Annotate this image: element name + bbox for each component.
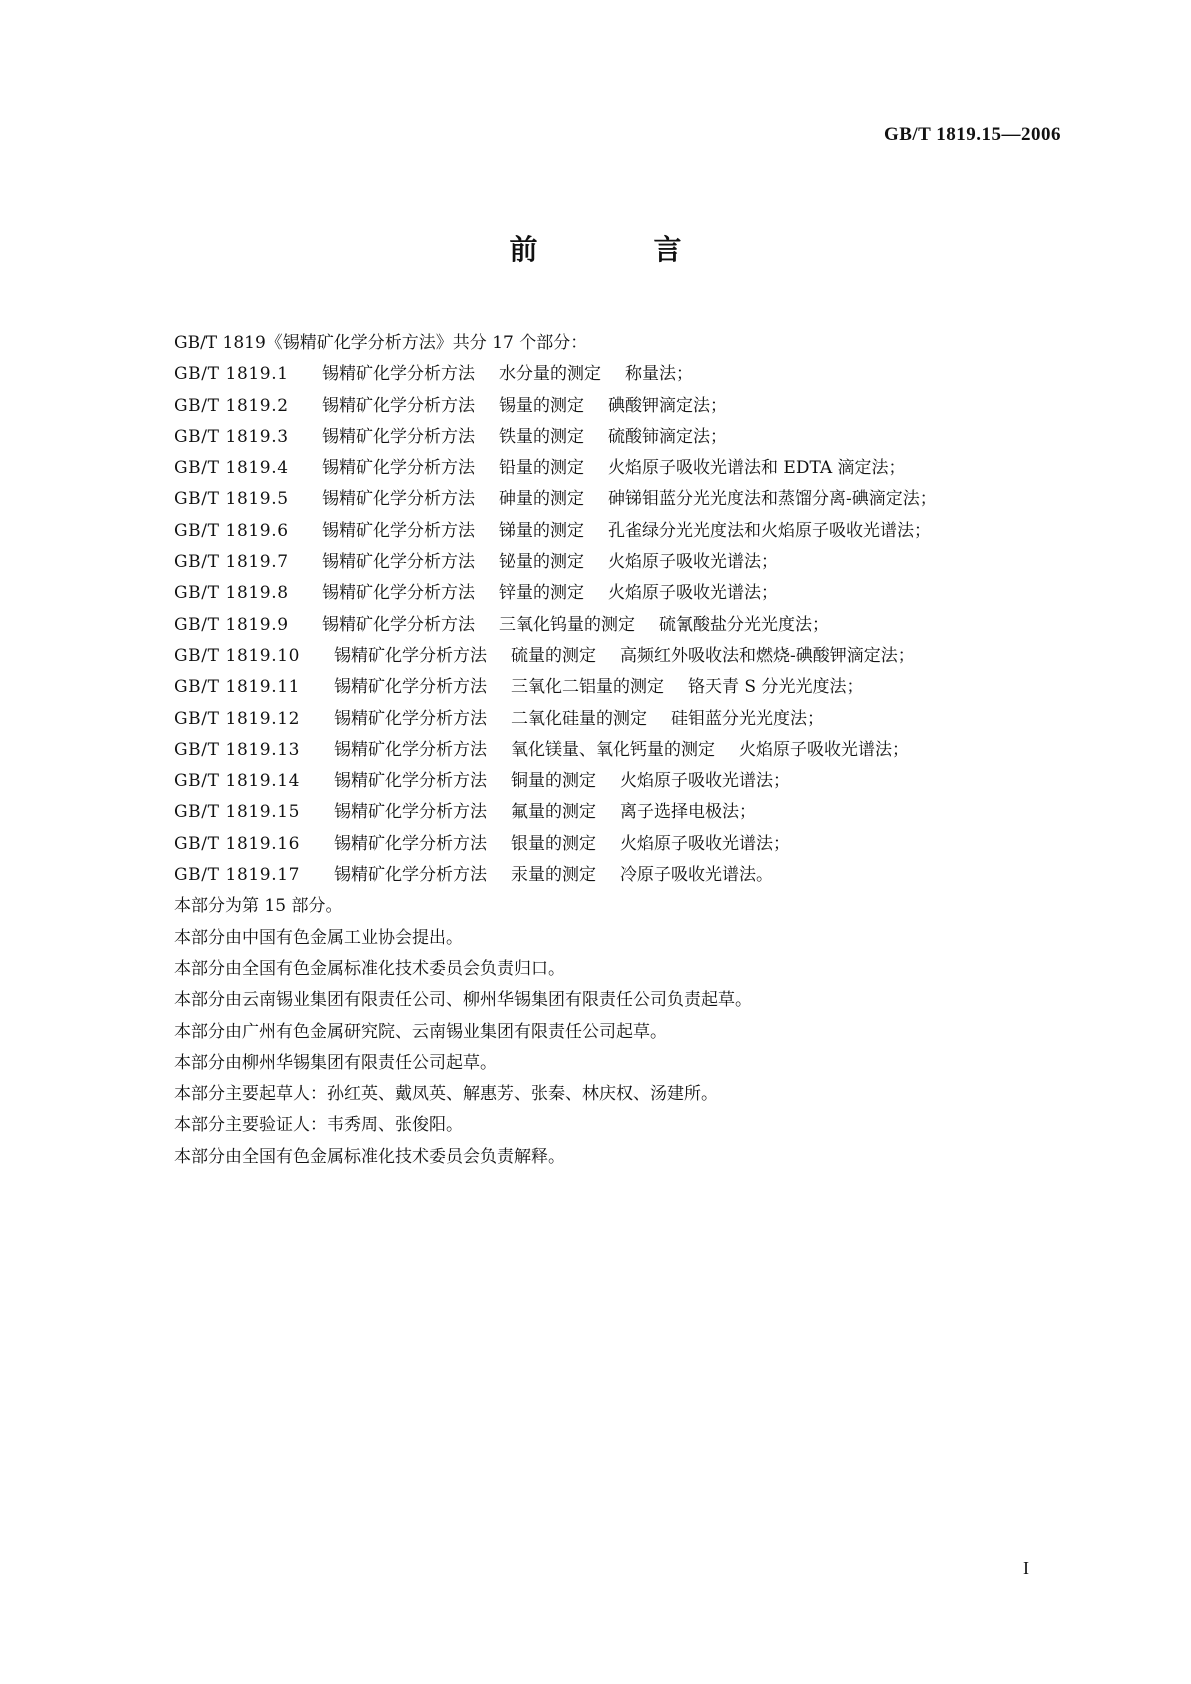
part-series: 锡精矿化学分析方法 [322,395,475,416]
foreword-body [174,328,1074,1173]
part-code: GB/T 1819.1 [174,364,289,385]
part-series: 锡精矿化学分析方法 [334,739,487,760]
part-method: 火焰原子吸收光谱法； [620,833,790,854]
part-code: GB/T 1819.12 [174,708,301,729]
part-title: 铜量的测定 [511,771,596,792]
part-title: 铅量的测定 [499,458,584,479]
part-code: GB/T 1819.17 [174,865,301,886]
part-code: GB/T 1819.3 [174,426,289,447]
part-method: 高频红外吸收法和燃烧-碘酸钾滴定法； [620,645,915,666]
part-item [174,484,1074,515]
part-title: 砷量的测定 [499,489,584,510]
part-code: GB/T 1819.14 [174,771,301,792]
part-method: 称量法； [625,364,693,385]
statement-line: 本部分由中国有色金属工业协会提出。 [174,927,463,948]
part-title: 铋量的测定 [499,552,584,573]
part-code: GB/T 1819.9 [174,614,289,635]
part-item [174,704,1074,735]
part-title: 三氧化钨量的测定 [499,614,635,635]
part-title: 三氧化二铝量的测定 [511,677,664,698]
part-series: 锡精矿化学分析方法 [322,364,475,385]
part-item [174,453,1074,484]
page-number: I [1023,1558,1029,1578]
part-item [174,422,1074,453]
part-item [174,391,1074,422]
part-title: 二氧化硅量的测定 [511,708,647,729]
part-series: 锡精矿化学分析方法 [334,833,487,854]
part-series: 锡精矿化学分析方法 [322,426,475,447]
part-method: 火焰原子吸收光谱法； [608,552,778,573]
part-series: 锡精矿化学分析方法 [334,802,487,823]
part-series: 锡精矿化学分析方法 [322,583,475,604]
part-method: 砷锑钼蓝分光光度法和蒸馏分离-碘滴定法； [608,489,937,510]
intro-line: GB/T 1819《锡精矿化学分析方法》共分 17 个部分： [174,333,588,353]
part-code: GB/T 1819.10 [174,645,301,666]
part-method: 离子选择电极法； [620,802,756,823]
statement-line: 本部分由云南锡业集团有限责任公司、柳州华锡集团有限责任公司负责起草。 [174,990,752,1011]
standard-code-header: GB/T 1819.15—2006 [883,124,1061,145]
part-title: 氧化镁量、氧化钙量的测定 [511,739,715,760]
part-method: 硫氰酸盐分光光度法； [659,614,829,635]
part-series: 锡精矿化学分析方法 [322,489,475,510]
statement-line: 本部分主要起草人：孙红英、戴凤英、解惠芳、张秦、林庆权、汤建所。 [174,1084,718,1105]
part-title: 硫量的测定 [511,645,596,666]
part-method: 冷原子吸收光谱法。 [620,865,773,886]
part-item [174,547,1074,578]
part-title: 锑量的测定 [499,520,584,541]
part-series: 锡精矿化学分析方法 [322,552,475,573]
part-item [174,829,1074,860]
statement-line: 本部分由广州有色金属研究院、云南锡业集团有限责任公司起草。 [174,1021,667,1042]
part-title: 银量的测定 [511,833,596,854]
part-code: GB/T 1819.4 [174,458,289,479]
part-series: 锡精矿化学分析方法 [334,865,487,886]
part-title: 汞量的测定 [511,865,596,886]
part-item [174,516,1074,547]
part-title: 铁量的测定 [499,426,584,447]
part-method: 火焰原子吸收光谱法； [608,583,778,604]
parts-list [174,359,1074,891]
part-method: 硅钼蓝分光光度法； [671,708,824,729]
part-item [174,797,1074,828]
part-title: 氟量的测定 [511,802,596,823]
statement-line: 本部分主要验证人：韦秀周、张俊阳。 [174,1115,463,1136]
part-code: GB/T 1819.2 [174,395,289,416]
part-code: GB/T 1819.11 [174,677,301,698]
part-title: 锡量的测定 [499,395,584,416]
part-method: 碘酸钾滴定法； [608,395,727,416]
part-series: 锡精矿化学分析方法 [322,614,475,635]
statement-line: 本部分由全国有色金属标准化技术委员会负责归口。 [174,958,565,979]
part-item [174,860,1074,891]
part-code: GB/T 1819.5 [174,489,289,510]
part-code: GB/T 1819.16 [174,833,301,854]
statement-line: 本部分由柳州华锡集团有限责任公司起草。 [174,1052,497,1073]
page-title: 前 言 [509,233,726,266]
part-item [174,578,1074,609]
part-series: 锡精矿化学分析方法 [322,520,475,541]
statement-line: 本部分由全国有色金属标准化技术委员会负责解释。 [174,1146,565,1167]
part-item [174,359,1074,390]
statements-list [174,891,1074,1173]
part-item [174,735,1074,766]
part-code: GB/T 1819.7 [174,552,289,573]
part-title: 水分量的测定 [499,364,601,385]
part-code: GB/T 1819.6 [174,520,289,541]
part-series: 锡精矿化学分析方法 [322,458,475,479]
part-series: 锡精矿化学分析方法 [334,708,487,729]
part-method: 铬天青 S 分光光度法； [688,677,864,698]
part-method: 火焰原子吸收光谱法和 EDTA 滴定法； [608,458,906,479]
part-method: 火焰原子吸收光谱法； [620,771,790,792]
part-method: 孔雀绿分光光度法和火焰原子吸收光谱法； [608,520,931,541]
part-item [174,766,1074,797]
part-item [174,641,1074,672]
part-item [174,672,1074,703]
statement-line: 本部分为第 15 部分。 [174,896,343,917]
part-series: 锡精矿化学分析方法 [334,771,487,792]
part-method: 火焰原子吸收光谱法； [739,739,909,760]
part-method: 硫酸铈滴定法； [608,426,727,447]
part-series: 锡精矿化学分析方法 [334,645,487,666]
part-code: GB/T 1819.8 [174,583,289,604]
part-code: GB/T 1819.15 [174,802,301,823]
part-series: 锡精矿化学分析方法 [334,677,487,698]
part-title: 锌量的测定 [499,583,584,604]
part-item [174,610,1074,641]
part-code: GB/T 1819.13 [174,739,301,760]
